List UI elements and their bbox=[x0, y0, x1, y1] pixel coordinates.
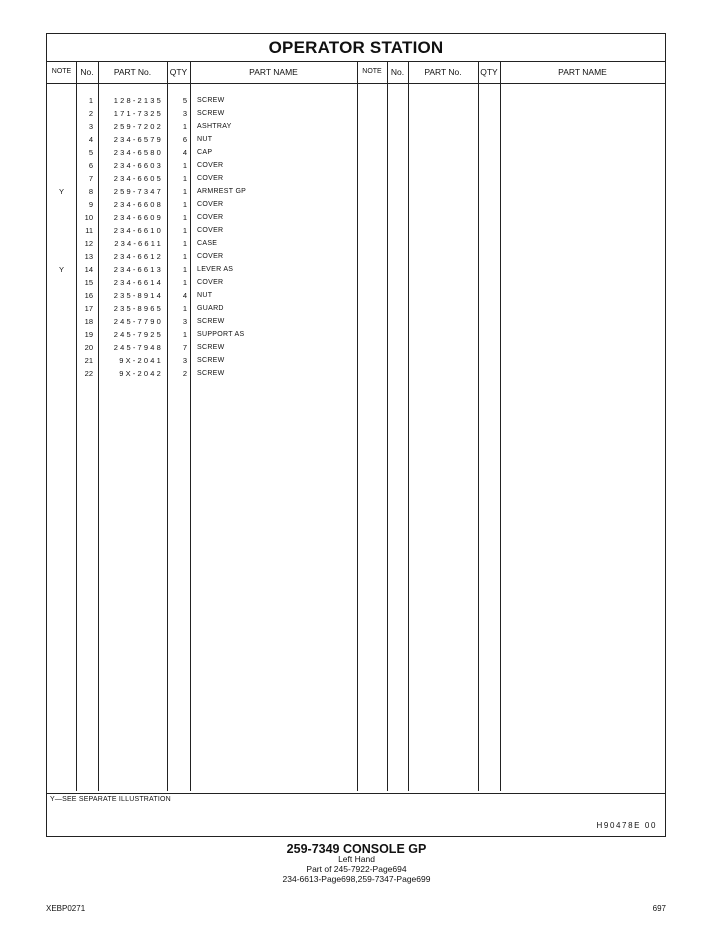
row-part-number: 234-6603 bbox=[113, 161, 163, 170]
row-part-name: COVER bbox=[197, 175, 224, 182]
row-part-number: 259-7202 bbox=[113, 122, 163, 131]
row-item-number: 15 bbox=[84, 278, 93, 287]
header-qty-right: QTY bbox=[480, 67, 498, 77]
col-divider bbox=[500, 61, 501, 791]
table-row bbox=[47, 211, 357, 224]
row-part-name: ASHTRAY bbox=[197, 123, 232, 130]
table-row bbox=[47, 341, 357, 354]
page-title: OPERATOR STATION bbox=[47, 34, 665, 62]
row-quantity: 1 bbox=[182, 304, 187, 313]
row-item-number: 9 bbox=[88, 200, 93, 209]
row-part-name: SCREW bbox=[197, 97, 225, 104]
row-quantity: 7 bbox=[182, 343, 187, 352]
row-part-name: COVER bbox=[197, 227, 224, 234]
row-quantity: 2 bbox=[182, 369, 187, 378]
row-quantity: 6 bbox=[182, 135, 187, 144]
table-row bbox=[47, 133, 357, 146]
row-item-number: 10 bbox=[84, 213, 93, 222]
caption-part-of: Part of 245-7922-Page694 bbox=[306, 864, 407, 874]
row-part-number: 234-6609 bbox=[113, 213, 163, 222]
row-quantity: 1 bbox=[182, 330, 187, 339]
row-quantity: 1 bbox=[182, 239, 187, 248]
row-quantity: 4 bbox=[182, 291, 187, 300]
caption-pages: 234-6613-Page698,259-7347-Page699 bbox=[282, 874, 431, 884]
col-divider bbox=[408, 61, 409, 791]
row-part-number: 234-6611 bbox=[114, 239, 163, 248]
row-item-number: 5 bbox=[88, 148, 93, 157]
row-quantity: 4 bbox=[182, 148, 187, 157]
footnote: Y—SEE SEPARATE ILLUSTRATION bbox=[50, 796, 171, 803]
row-part-number: 171-7325 bbox=[113, 109, 163, 118]
row-item-number: 13 bbox=[84, 252, 93, 261]
row-part-name: COVER bbox=[197, 201, 224, 208]
row-item-number: 8 bbox=[88, 187, 93, 196]
row-quantity: 3 bbox=[182, 356, 187, 365]
table-row bbox=[47, 354, 357, 367]
header-note-right: NOTE bbox=[362, 68, 382, 75]
row-part-number: 234-6580 bbox=[113, 148, 163, 157]
row-item-number: 6 bbox=[88, 161, 93, 170]
header-part-name: PART NAME bbox=[249, 67, 298, 77]
row-item-number: 16 bbox=[84, 291, 93, 300]
row-part-name: SCREW bbox=[197, 357, 225, 364]
table-row bbox=[47, 107, 357, 120]
row-item-number: 14 bbox=[84, 265, 93, 274]
row-part-name: SCREW bbox=[197, 370, 225, 377]
row-part-number: 245-7948 bbox=[113, 343, 163, 352]
row-quantity: 1 bbox=[182, 187, 187, 196]
row-part-number: 234-6608 bbox=[113, 200, 163, 209]
row-item-number: 4 bbox=[88, 135, 93, 144]
col-divider bbox=[357, 61, 358, 791]
table-row bbox=[47, 94, 357, 107]
row-item-number: 7 bbox=[88, 174, 93, 183]
row-part-name: SCREW bbox=[197, 110, 225, 117]
table-row bbox=[47, 159, 357, 172]
row-item-number: 22 bbox=[84, 369, 93, 378]
row-quantity: 1 bbox=[182, 278, 187, 287]
row-quantity: 1 bbox=[182, 226, 187, 235]
row-part-number: 234-6605 bbox=[113, 174, 163, 183]
table-row bbox=[47, 237, 357, 250]
table-row bbox=[47, 367, 357, 380]
row-note: Y bbox=[58, 187, 64, 196]
row-part-name: COVER bbox=[197, 279, 224, 286]
row-part-name: COVER bbox=[197, 253, 224, 260]
header-part-name-right: PART NAME bbox=[558, 67, 607, 77]
row-quantity: 1 bbox=[182, 122, 187, 131]
row-quantity: 1 bbox=[182, 265, 187, 274]
row-part-number: 234-6612 bbox=[113, 252, 163, 261]
row-quantity: 1 bbox=[182, 174, 187, 183]
row-part-name: SUPPORT AS bbox=[197, 331, 245, 338]
row-part-name: ARMREST GP bbox=[197, 188, 247, 195]
document-code: XEBP0271 bbox=[46, 904, 86, 913]
row-part-number: 234-6579 bbox=[113, 135, 163, 144]
footer-divider bbox=[47, 793, 665, 794]
header-part-no: PART No. bbox=[113, 67, 152, 77]
row-part-name: LEVER AS bbox=[197, 266, 234, 273]
row-part-name: NUT bbox=[197, 292, 213, 299]
row-part-name: GUARD bbox=[197, 305, 224, 312]
parts-list-sheet bbox=[46, 33, 666, 837]
row-part-number: 9X-2041 bbox=[119, 356, 163, 365]
row-quantity: 1 bbox=[182, 161, 187, 170]
row-part-name: CAP bbox=[197, 149, 213, 156]
row-quantity: 3 bbox=[182, 109, 187, 118]
row-item-number: 12 bbox=[84, 239, 93, 248]
row-item-number: 20 bbox=[84, 343, 93, 352]
row-item-number: 18 bbox=[84, 317, 93, 326]
row-item-number: 21 bbox=[84, 356, 93, 365]
table-row bbox=[47, 120, 357, 133]
table-row bbox=[47, 302, 357, 315]
row-part-number: 245-7790 bbox=[113, 317, 163, 326]
header-part-no-right: PART No. bbox=[424, 67, 462, 77]
col-divider bbox=[478, 61, 479, 791]
row-part-number: 234-6614 bbox=[113, 278, 163, 287]
row-quantity: 5 bbox=[182, 96, 187, 105]
row-part-number: 234-6613 bbox=[113, 265, 163, 274]
row-part-name: COVER bbox=[197, 162, 224, 169]
row-part-number: 259-7347 bbox=[113, 187, 163, 196]
row-item-number: 11 bbox=[85, 226, 93, 235]
table-row bbox=[47, 224, 357, 237]
table-row bbox=[47, 185, 357, 198]
header-note: NOTE bbox=[51, 68, 72, 75]
row-item-number: 1 bbox=[88, 96, 93, 105]
row-quantity: 1 bbox=[182, 200, 187, 209]
row-item-number: 2 bbox=[88, 109, 93, 118]
row-part-number: 128-2135 bbox=[113, 96, 163, 105]
row-part-name: SCREW bbox=[197, 318, 225, 325]
row-part-name: CASE bbox=[197, 240, 218, 247]
table-row bbox=[47, 276, 357, 289]
table-row bbox=[47, 289, 357, 302]
row-item-number: 19 bbox=[84, 330, 93, 339]
table-row bbox=[47, 146, 357, 159]
row-quantity: 1 bbox=[182, 252, 187, 261]
table-row bbox=[47, 328, 357, 341]
row-part-number: 9X-2042 bbox=[119, 369, 163, 378]
caption-subtitle: Left Hand bbox=[338, 854, 375, 864]
row-part-number: 235-8965 bbox=[113, 304, 163, 313]
header-qty: QTY bbox=[169, 67, 188, 77]
row-part-number: 235-8914 bbox=[113, 291, 163, 300]
row-part-name: COVER bbox=[197, 214, 224, 221]
row-item-number: 17 bbox=[84, 304, 93, 313]
row-part-number: 234-6610 bbox=[113, 226, 163, 235]
table-row bbox=[47, 198, 357, 211]
table-row bbox=[47, 250, 357, 263]
header-no-right: No. bbox=[390, 67, 405, 77]
page-number: 697 bbox=[652, 904, 666, 913]
row-item-number: 3 bbox=[88, 122, 93, 131]
row-part-name: SCREW bbox=[197, 344, 225, 351]
table-row bbox=[47, 172, 357, 185]
row-part-number: 245-7925 bbox=[113, 330, 163, 339]
table-row bbox=[47, 315, 357, 328]
col-divider bbox=[387, 61, 388, 791]
header-no: No. bbox=[80, 67, 94, 77]
row-quantity: 3 bbox=[182, 317, 187, 326]
table-row bbox=[47, 263, 357, 276]
row-part-name: NUT bbox=[197, 136, 213, 143]
illustration-ref: H90478E 00 bbox=[596, 821, 657, 830]
row-quantity: 1 bbox=[182, 213, 187, 222]
row-note: Y bbox=[58, 265, 64, 274]
caption-title: 259-7349 CONSOLE GP bbox=[286, 842, 427, 856]
